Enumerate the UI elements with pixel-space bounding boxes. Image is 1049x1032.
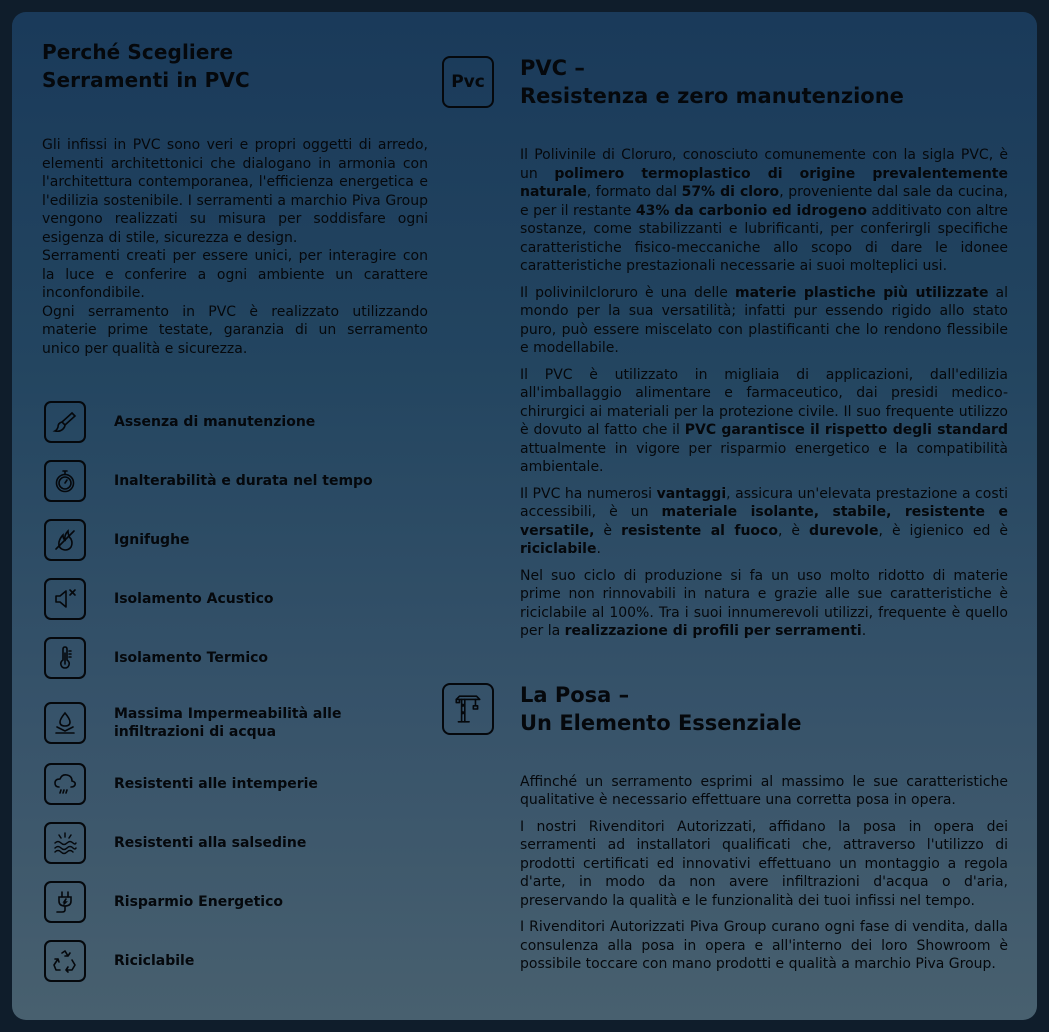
right-column [442, 56, 1008, 982]
feature-label: Ignifughe [114, 532, 190, 548]
feature-item [44, 576, 424, 622]
posa-paragraph: I Rivenditori Autorizzati Piva Group curano ogni fase di vendita, dalla consulenza alla posa in opera e all'interno dei loro Showroom è possibile toccare con mano prodotti e qualità a marchio Piva Group. [520, 919, 1008, 972]
feature-label: Isolamento Termico [114, 650, 269, 666]
feature-label: Assenza di manutenzione [114, 414, 316, 430]
feature-label: Massima Impermeabilità alle infiltrazioni di acqua [114, 706, 342, 740]
feature-label: Risparmio Energetico [114, 894, 284, 910]
pvc-paragraph: Il PVC è utilizzato in migliaia di applicazioni, dall'edilizia all'imballaggio alimentare e farmaceutico, dai presidi medico-chirurgici ai materiali per la protezione civile. Il suo frequente utilizzo è dovuto al fatto che il PVC garantisce il rispetto degli standard attualmente in vigore per risparmio energetico e la compatibilità ambientale. [520, 366, 1008, 475]
feature-item [44, 820, 424, 866]
intro-paragraph: Gli infissi in PVC sono veri e propri oggetti di arredo, elementi architettonici che dialogano in armonia con l'architettura contemporanea, l'efficienza energetica e l'edilizia sostenibile. I serramenti a marchio Piva Group vengono realizzati su misura per soddisfare ogni esigenza di stile, sicurezza e design. [42, 137, 428, 246]
pvc-section-title [520, 54, 904, 110]
intro-paragraph: Ogni serramento in PVC è realizzato utilizzando materie prime testate, garanzia di un serramento unico per qualità e sicurezza. [42, 303, 428, 357]
feature-item [44, 938, 424, 984]
waves-icon [44, 822, 86, 864]
recycle-icon [44, 940, 86, 982]
thermometer-icon [44, 637, 86, 679]
speaker-mute-icon [44, 578, 86, 620]
feature-label: Resistenti alle intemperie [114, 776, 318, 792]
feature-item [44, 700, 424, 746]
feature-item [44, 761, 424, 807]
title-line-1: Perché Scegliere [42, 40, 234, 64]
posa-section-title [520, 681, 802, 737]
content-panel [12, 12, 1037, 1020]
title-line-1: PVC – [520, 56, 585, 80]
why-pvc-title [42, 38, 428, 94]
posa-section-body [520, 773, 1008, 974]
pvc-logo-icon [442, 56, 494, 108]
brush-icon [44, 401, 86, 443]
posa-paragraph: I nostri Rivenditori Autorizzati, affidano la posa in opera dei serramenti ad installatori qualificati che, attraverso l'utilizzo di prodotti certificati ed innovativi effettuano un montaggio a regola d'arte, in modo da non avere infiltrazioni d'acqua o d'aria, preservando la qualità e le funzionalità dei tuoi infissi nel tempo. [520, 818, 1008, 909]
posa-paragraph: Affinché un serramento esprimi al massimo le sue caratteristiche qualitative è necessario effettuare una corretta posa in opera. [520, 773, 1008, 808]
feature-item [44, 399, 424, 445]
water-drop-icon [44, 702, 86, 744]
no-fire-icon [44, 519, 86, 561]
feature-label: Riciclabile [114, 953, 195, 969]
left-column [42, 38, 428, 358]
title-line-2: Resistenza e zero manutenzione [520, 84, 904, 108]
pvc-paragraph: Il polivinilcloruro è una delle materie plastiche più utilizzate al mondo per la sua versatilità; infatti pur essendo rigido allo stato puro, può essere miscelato con plastificanti che lo rendono flessibile e modellabile. [520, 284, 1008, 356]
feature-item [44, 517, 424, 563]
feature-label: Inalterabilità e durata nel tempo [114, 473, 373, 489]
pvc-section-body [520, 146, 1008, 641]
pvc-section-header [442, 56, 1008, 110]
stopwatch-icon [44, 460, 86, 502]
title-line-2: Un Elemento Essenziale [520, 710, 802, 735]
pvc-paragraph: Il PVC ha numerosi vantaggi, assicura un'elevata prestazione a costi accessibili, è un materiale isolante, stabile, resistente e versatile, è resistente al fuoco, è durevole, è igienico ed è riciclabile. [520, 485, 1008, 557]
pvc-icon-text: Pvc [451, 72, 485, 92]
feature-label: Resistenti alla salsedine [114, 835, 307, 851]
feature-item [44, 635, 424, 681]
pvc-paragraph: Nel suo ciclo di produzione si fa un uso molto ridotto di materie prime non rinnovabili in natura e grazie alle sue caratteristiche è riciclabile al 100%. Tra i suoi innumerevoli utilizzi, frequente è quello per la realizzazione di profili per serramenti. [520, 567, 1008, 639]
posa-section-header [442, 683, 1008, 737]
rain-cloud-icon [44, 763, 86, 805]
plug-icon [44, 881, 86, 923]
crane-icon [442, 683, 494, 735]
title-line-2: Serramenti in PVC [42, 68, 250, 92]
feature-label: Isolamento Acustico [114, 591, 274, 607]
feature-item [44, 879, 424, 925]
intro-text [42, 136, 428, 358]
title-line-1: La Posa – [520, 682, 630, 707]
intro-paragraph: Serramenti creati per essere unici, per interagire con la luce e conferire a ogni ambiente un carattere inconfondibile. [42, 248, 428, 301]
feature-item [44, 458, 424, 504]
pvc-paragraph: Il Polivinile di Cloruro, conosciuto comunemente con la sigla PVC, è un polimero termoplastico di origine prevalentemente naturale, formato dal 57% di cloro, proveniente dal sale da cucina, e per il restante 43% da carbonio ed idrogeno additivato con altre sostanze, come stabilizzanti e lubrificanti, per conferirgli specifiche caratteristiche fisico-meccaniche allo scopo di dare le idonee caratteristiche prestazionali necessarie ai suoi molteplici usi. [520, 147, 1009, 274]
